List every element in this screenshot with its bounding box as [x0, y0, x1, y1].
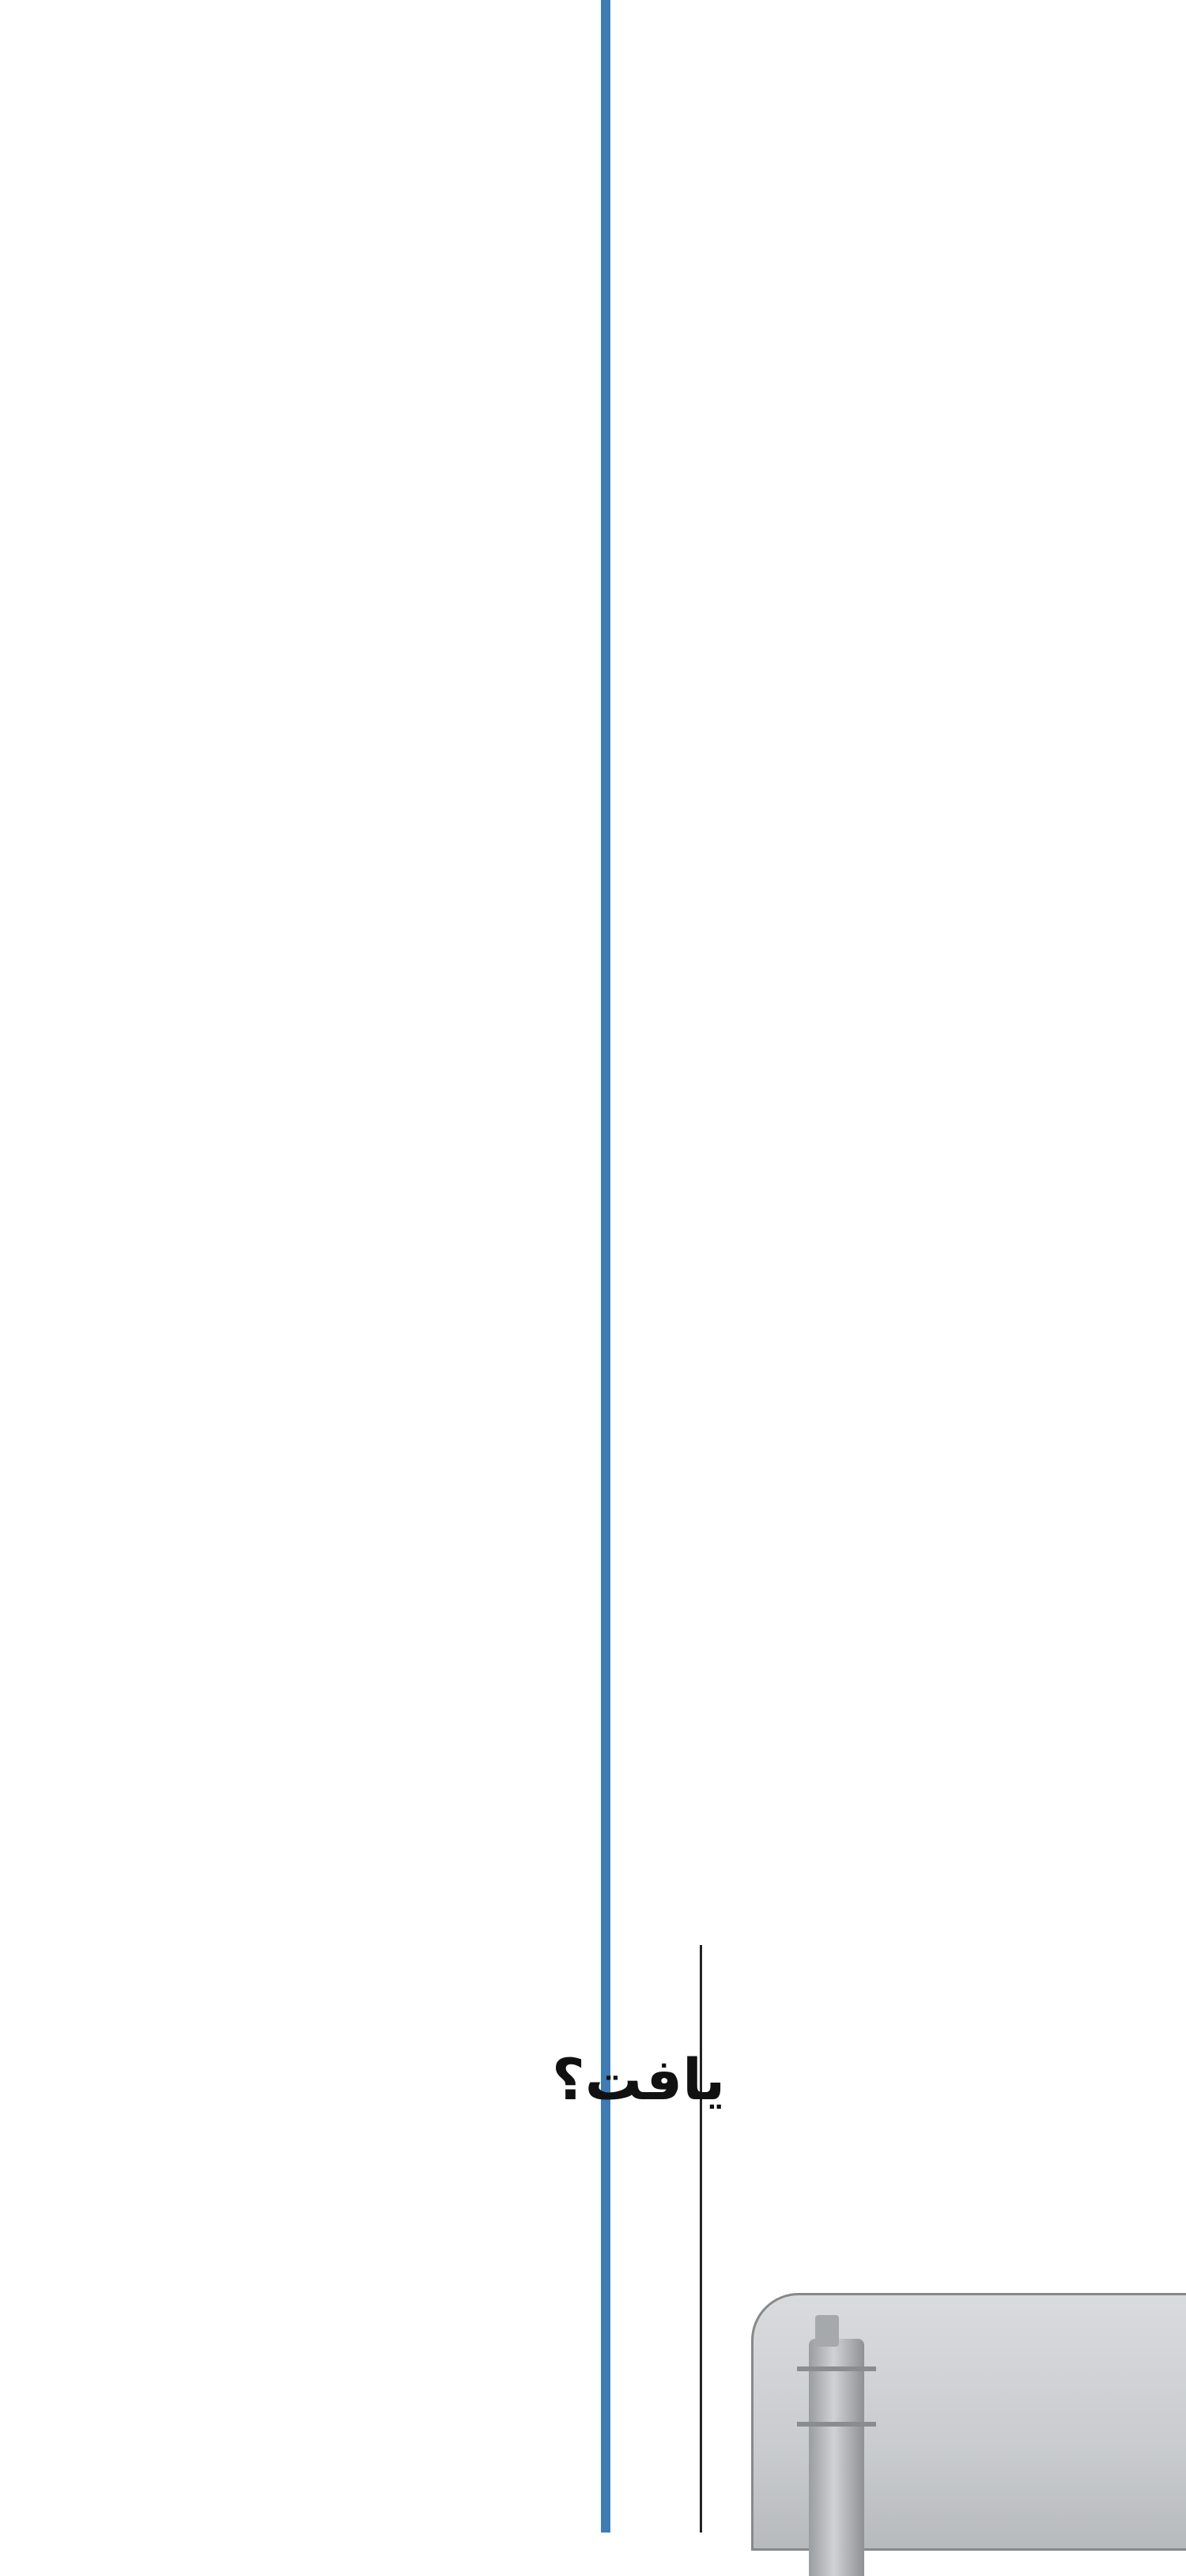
box-headline-text: یافت؟ [552, 2046, 726, 2113]
refinery-tower-shape [809, 2339, 864, 2576]
article-photo [751, 2293, 1186, 2551]
box-headline [552, 2028, 1186, 2131]
column-divider [601, 0, 610, 2533]
tower-rail-shape [797, 2366, 876, 2371]
tower-rail-shape [797, 2422, 876, 2427]
